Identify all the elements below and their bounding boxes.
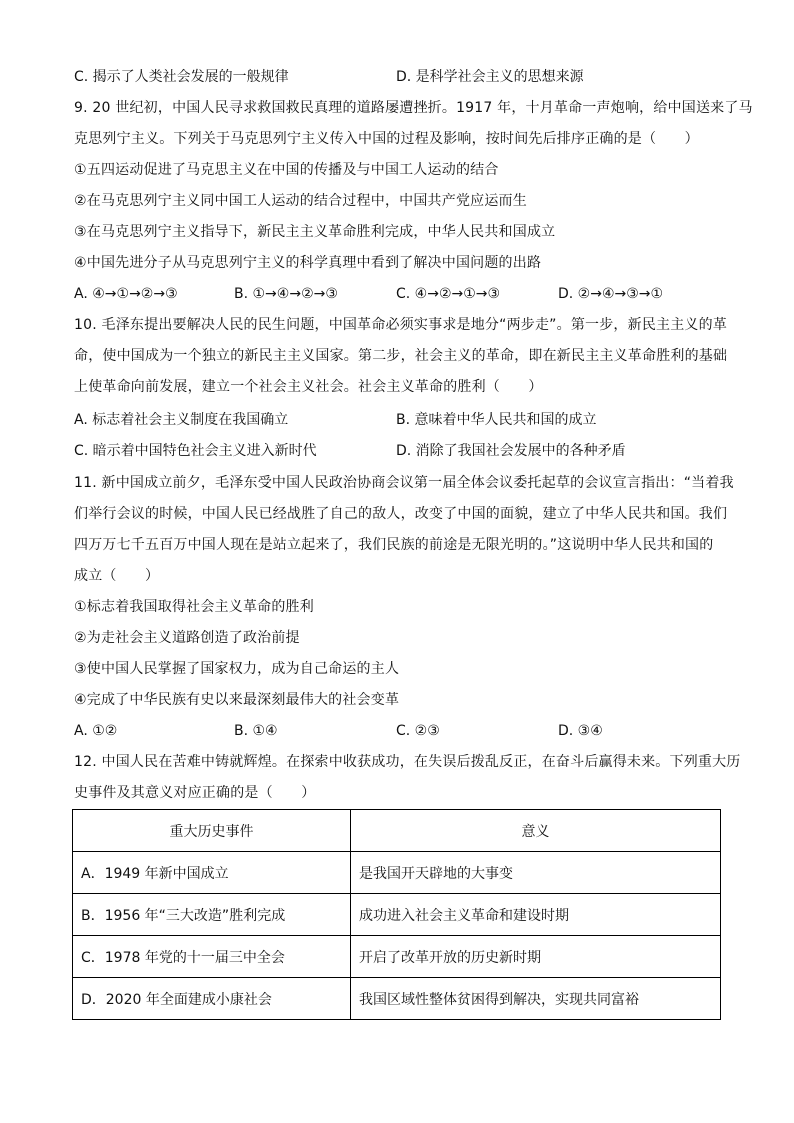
q11-option-a: A. ①②: [74, 723, 118, 739]
q8-option-c: C. 揭示了人类社会发展的一般规律: [74, 69, 289, 85]
q11-stem-line-4: 成立（ ）: [74, 568, 160, 584]
table-header-event: 重大历史事件: [73, 810, 351, 852]
q9-stem-line-1: 9. 20 世纪初，中国人民寻求救国救民真理的道路屡遭挫折。1917 年，十月革命一声炮响，给中国送来了马: [74, 100, 753, 116]
q10-option-a: A. 标志着社会主义制度在我国确立: [74, 412, 289, 428]
q9-option-c: C. ④→②→①→③: [396, 286, 501, 302]
q10-stem-line-3: 上使革命向前发展，建立一个社会主义社会。社会主义革命的胜利（ ）: [74, 379, 543, 395]
q11-item-4: ④完成了中华民族有史以来最深刻最伟大的社会变革: [74, 692, 400, 708]
q12-stem-line-2: 史事件及其意义对应正确的是（ ）: [74, 785, 316, 801]
table-cell-event: C．1978 年党的十一届三中全会: [73, 936, 351, 978]
q10-stem-line-2: 命，使中国成为一个独立的新民主主义国家。第二步，社会主义的革命，即在新民主主义革命胜利的基础: [74, 348, 728, 364]
table-cell-meaning: 成功进入社会主义革命和建设时期: [351, 894, 721, 936]
table-cell-event: A．1949 年新中国成立: [73, 852, 351, 894]
q11-item-1: ①标志着我国取得社会主义革命的胜利: [74, 599, 314, 615]
q11-item-3: ③使中国人民掌握了国家权力，成为自己命运的主人: [74, 661, 400, 677]
q11-stem-line-2: 们举行会议的时候，中国人民已经战胜了自己的敌人，改变了中国的面貌，建立了中华人民共和国。我们: [74, 506, 728, 522]
table-cell-meaning: 我国区域性整体贫困得到解决，实现共同富裕: [351, 978, 721, 1020]
table-header-meaning: 意义: [351, 810, 721, 852]
q11-option-d: D. ③④: [558, 723, 603, 739]
table-row: [73, 894, 721, 936]
q9-item-2: ②在马克思列宁主义同中国工人运动的结合过程中，中国共产党应运而生: [74, 193, 527, 209]
q9-item-1: ①五四运动促进了马克思主义在中国的传播及与中国工人运动的结合: [74, 162, 499, 178]
table-header-row: [73, 810, 721, 852]
q9-option-b: B. ①→④→②→③: [234, 286, 338, 302]
table-row: [73, 936, 721, 978]
q11-option-c: C. ②③: [396, 723, 440, 739]
q12-stem-line-1: 12. 中国人民在苦难中铸就辉煌。在探索中收获成功，在失误后拨乱反正，在奋斗后赢得未来。下列重大历: [74, 754, 741, 770]
table-cell-meaning: 是我国开天辟地的大事变: [351, 852, 721, 894]
table-cell-event: D．2020 年全面建成小康社会: [73, 978, 351, 1020]
q10-stem-line-1: 10. 毛泽东提出要解决人民的民生问题，中国革命必须实事求是地分“两步走”。第一步，新民主主义的革: [74, 317, 728, 333]
q10-option-c: C. 暗示着中国特色社会主义进入新时代: [74, 443, 317, 459]
q9-item-3: ③在马克思列宁主义指导下，新民主主义革命胜利完成，中华人民共和国成立: [74, 224, 556, 240]
q12-events-table: [72, 809, 721, 1020]
q10-option-b: B. 意味着中华人民共和国的成立: [396, 412, 597, 428]
q9-option-d: D. ②→④→③→①: [558, 286, 664, 302]
q11-option-b: B. ①④: [234, 723, 278, 739]
q11-item-2: ②为走社会主义道路创造了政治前提: [74, 630, 300, 646]
table-cell-meaning: 开启了改革开放的历史新时期: [351, 936, 721, 978]
q8-option-d: D. 是科学社会主义的思想来源: [396, 69, 584, 85]
q10-option-d: D. 消除了我国社会发展中的各种矛盾: [396, 443, 626, 459]
q11-stem-line-3: 四万万七千五百万中国人现在是站立起来了，我们民族的前途是无限光明的。”这说明中华人民共和国的: [74, 537, 714, 553]
q11-stem-line-1: 11. 新中国成立前夕，毛泽东受中国人民政治协商会议第一届全体会议委托起草的会议宣言指出：“当着我: [74, 475, 734, 491]
q9-option-a: A. ④→①→②→③: [74, 286, 178, 302]
table-row: [73, 978, 721, 1020]
table-cell-event: B．1956 年“三大改造”胜利完成: [73, 894, 351, 936]
table-row: [73, 852, 721, 894]
q9-stem-line-2: 克思列宁主义。下列关于马克思列宁主义传入中国的过程及影响，按时间先后排序正确的是（ ）: [74, 131, 699, 147]
q9-item-4: ④中国先进分子从马克思列宁主义的科学真理中看到了解决中国问题的出路: [74, 255, 542, 271]
